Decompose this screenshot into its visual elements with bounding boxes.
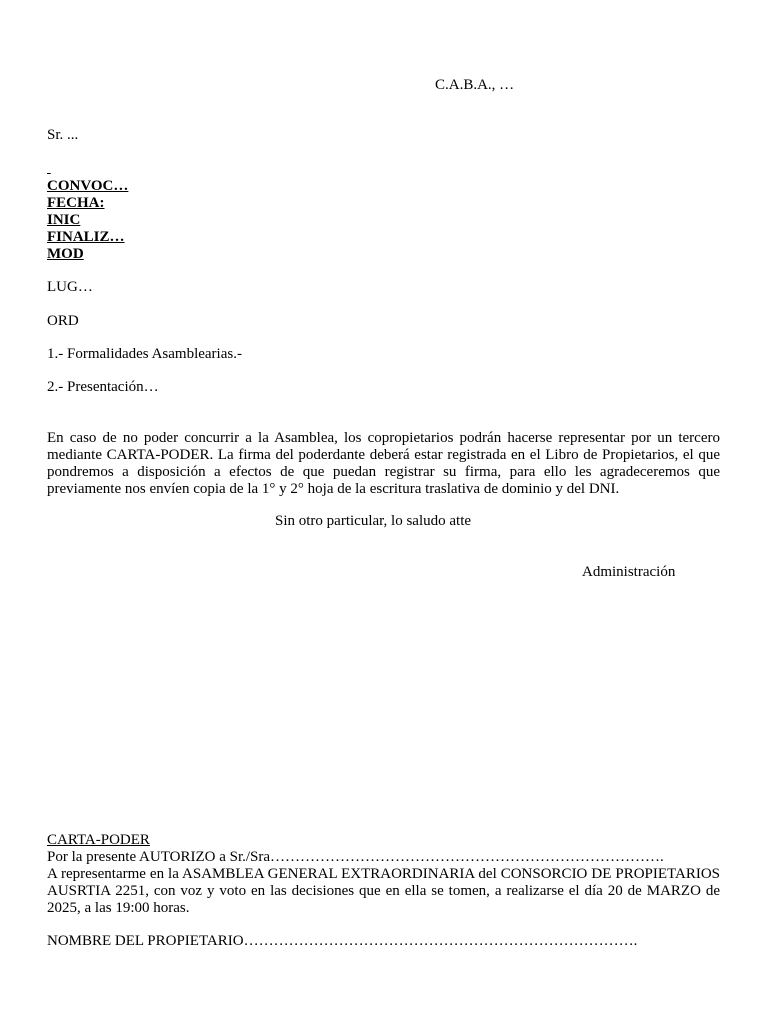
ord-label: ORD <box>47 313 79 329</box>
place-date: C.A.B.A., … <box>435 77 515 93</box>
agenda-item-1: 1.- Formalidades Asamblearias.- <box>47 346 242 362</box>
carta-poder-title: CARTA-PODER <box>47 832 150 848</box>
convoc-label: CONVOC… <box>47 178 129 194</box>
signature-administracion: Administración <box>582 564 676 580</box>
inic-label: INIC <box>47 212 81 228</box>
finaliz-label: FINALIZ… <box>47 229 125 245</box>
lug-label: LUG… <box>47 279 93 295</box>
mod-label: MOD <box>47 246 84 262</box>
recipient: Sr. ... <box>47 127 79 143</box>
fecha-label: FECHA: <box>47 195 105 211</box>
carta-poder-paragraph: A representarme en la ASAMBLEA GENERAL EXTRAORDINARIA del CONSORCIO DE PROPIETARIOS AUSRTIA 2251, con voz y voto en las decisiones que en ella se tomen, a realizarse el día 20 de MARZO de 2025, a las 19:00 horas. <box>47 866 720 916</box>
body-paragraph: En caso de no poder concurrir a la Asamblea, los copropietarios podrán hacerse representar por un tercero mediante CARTA-PODER. La firma del poderdante deberá estar registrada en el Libro de Propietarios, el que pondremos a disposición a efectos de que puedan registrar su firma, para ello les agradeceremos que previamente nos envíen copia de la 1° y 2° hoja de la escritura traslativa de dominio y del DNI. <box>47 430 720 497</box>
closing-line: Sin otro particular, lo saludo atte <box>275 513 472 529</box>
owner-name-line: NOMBRE DEL PROPIETARIO……………………………………………………………………. <box>47 933 638 949</box>
agenda-item-2: 2.- Presentación… <box>47 379 159 395</box>
blank-underline-mark <box>47 160 51 177</box>
authorize-line: Por la presente AUTORIZO a Sr./Sra……………………………………………………………………. <box>47 849 664 865</box>
